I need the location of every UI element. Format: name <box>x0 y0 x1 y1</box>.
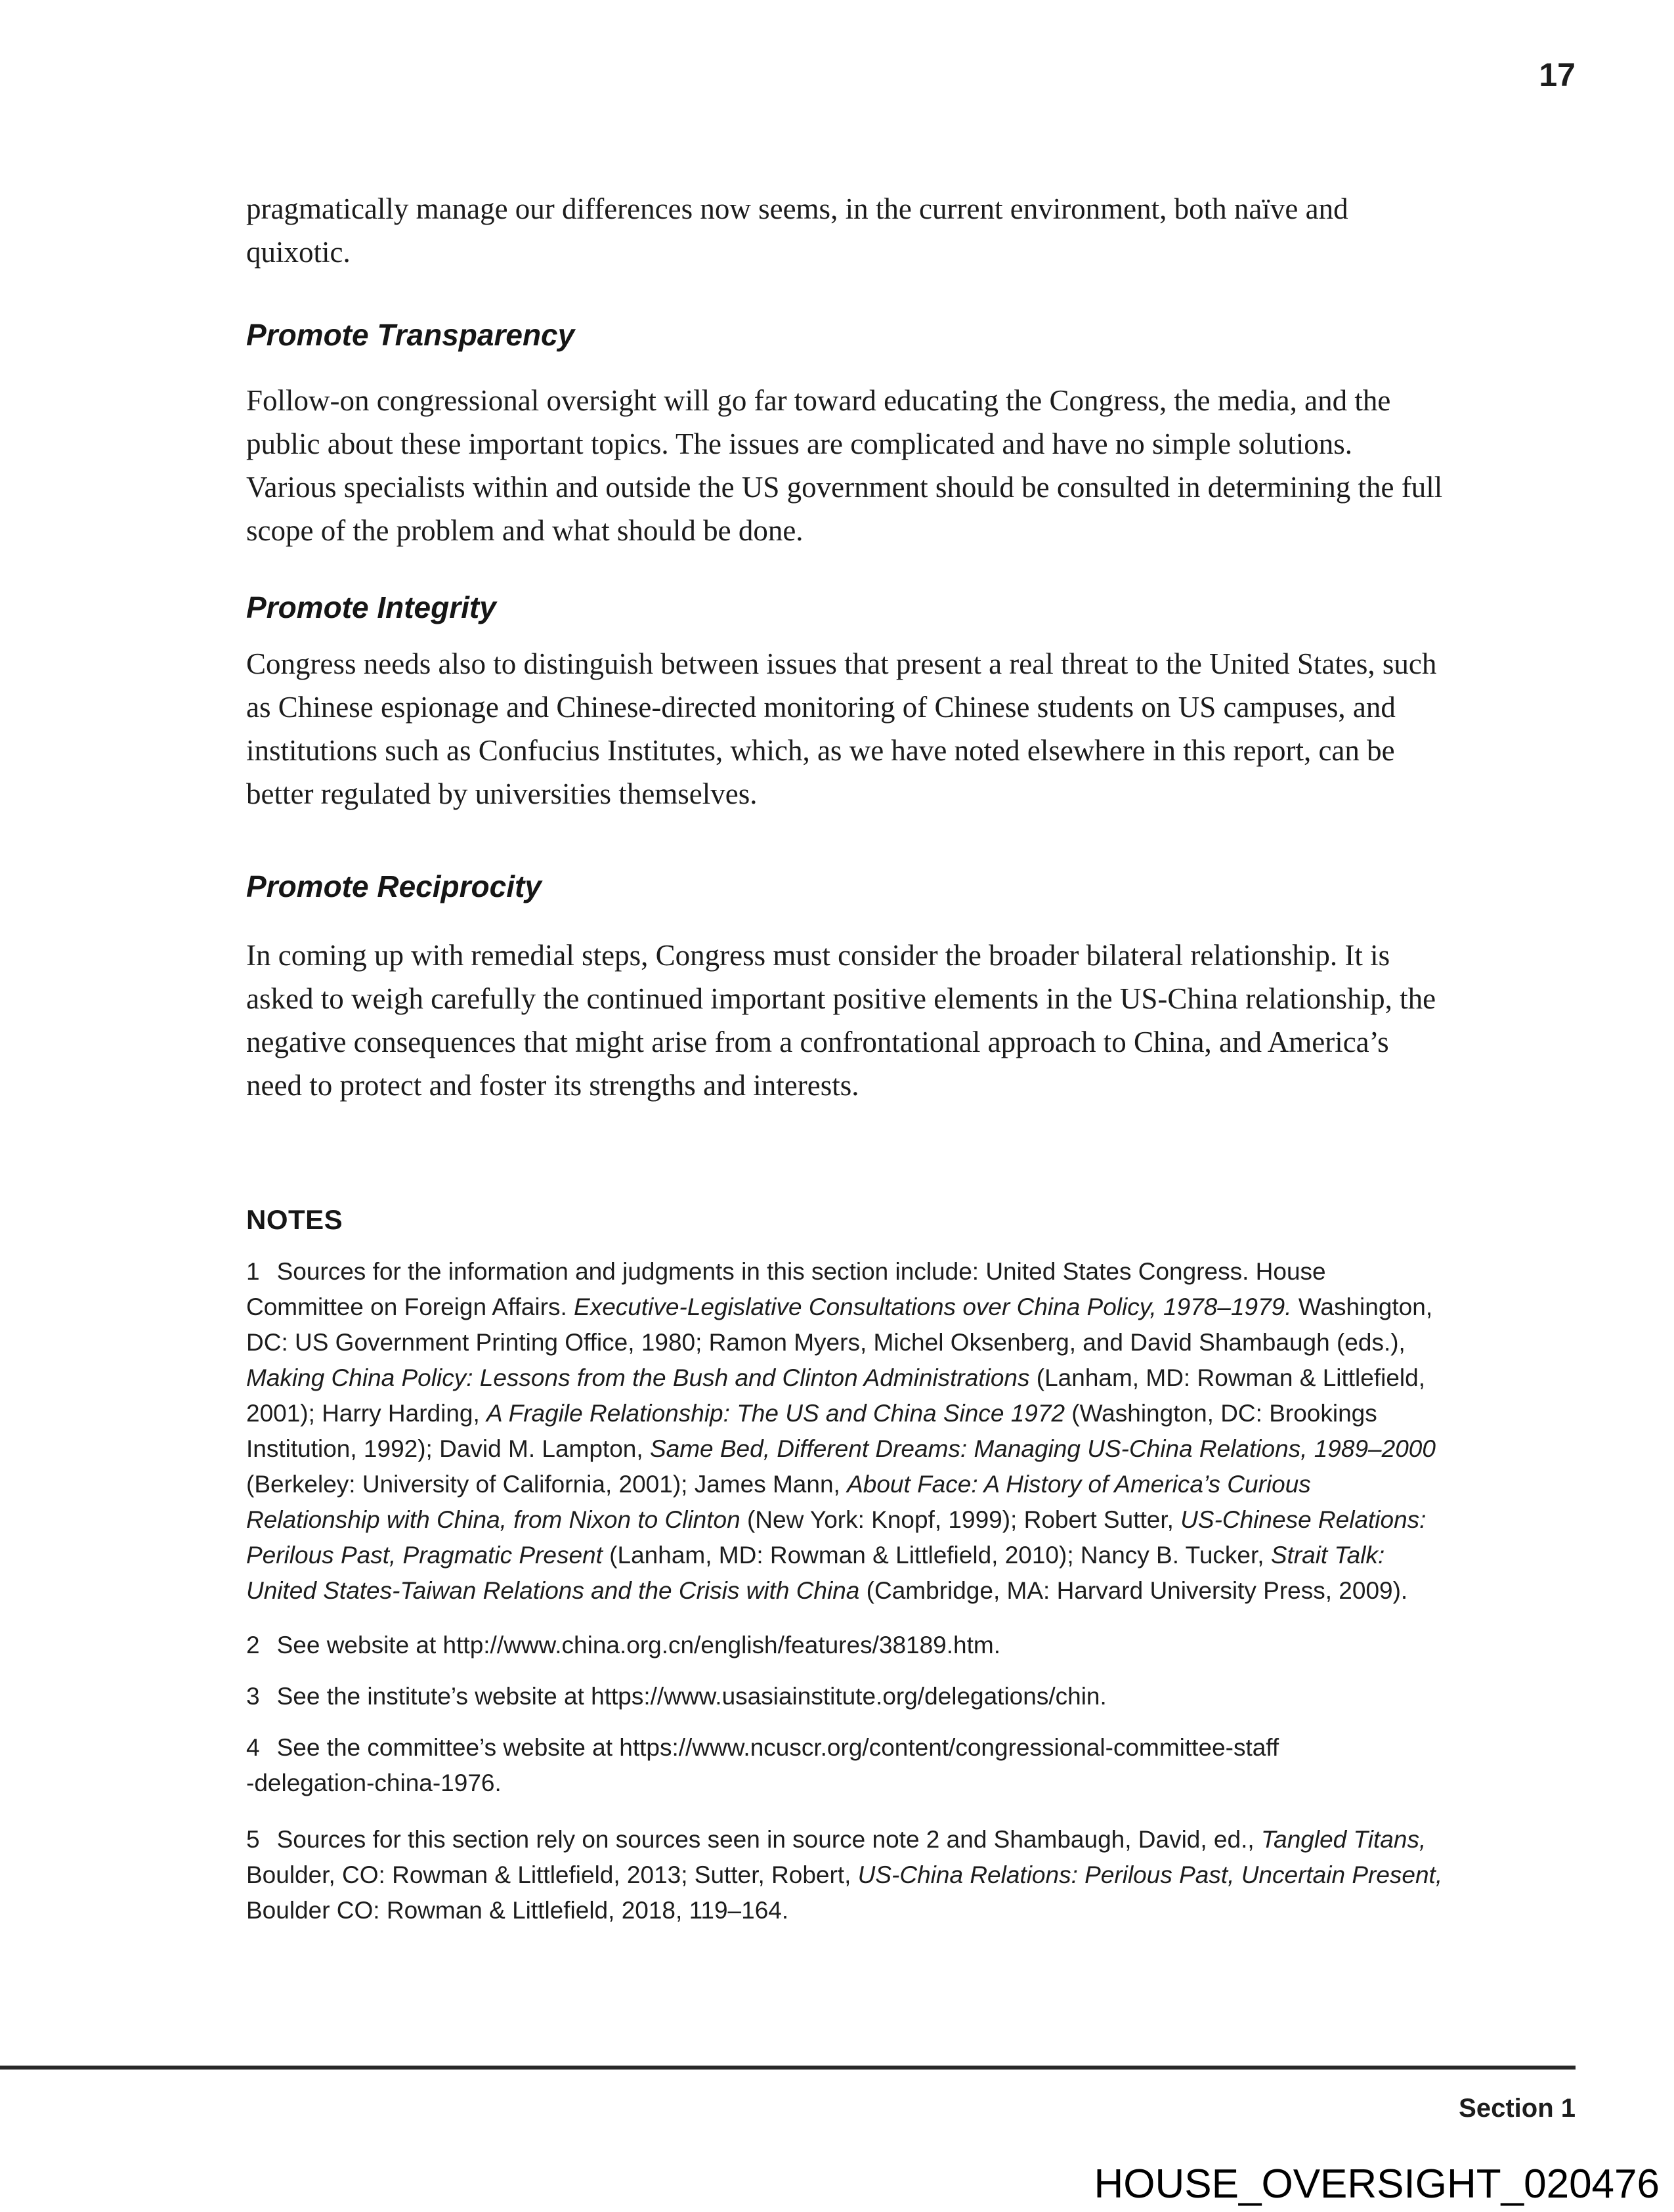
note-text: Sources for the information and judgments in this section include: United States Congress. House Committee on Foreign Affairs. Executive-Legislative Consultations over China Policy, 1978–1979. Washington, DC: US Government Printing Office, 1980; Ramon Myers, Michel Oksenberg, and David Shambaugh (eds.), Making China Policy: Lessons from the Bush and Clinton Administrations (Lanham, MD: Rowman & Littlefield, 2001); Harry Harding, A Fragile Relationship: The US and China Since 1972 (Washington, DC: Brookings Institution, 1992); David M. Lampton, Same Bed, Different Dreams: Managing US-China Relations, 1989–2000 (Berkeley: University of California, 2001); James Mann, About Face: A History of America’s Curious Relationship with China, from Nixon to Clinton (New York: Knopf, 1999); Robert Sutter, US-Chinese Relations: Perilous Past, Pragmatic Present (Lanham, MD: Rowman & Littlefield, 2010); Nancy B. Tucker, Strait Talk: United States-Taiwan Relations and the Crisis with China (Cambridge, MA: Harvard University Press, 2009). <box>246 1258 1436 1604</box>
page-number: 17 <box>1539 56 1576 93</box>
footer-section-label: Section 1 <box>1459 2094 1576 2123</box>
note-text: Sources for this section rely on sources seen in source note 2 and Shambaugh, David, ed., Tangled Titans, Boulder, CO: Rowman & Littlefield, 2013; Sutter, Robert, US-China Relations: Perilous Past, Uncertain Present, Boulder CO: Rowman & Littlefield, 2018, 119–164. <box>246 1826 1443 1924</box>
footer-divider <box>0 2066 1576 2070</box>
note-number: 5 <box>246 1826 260 1853</box>
section-paragraph-promote-transparency: Follow-on congressional oversight will go far toward educating the Congress, the media, and the public about these important topics. The issues are complicated and have no simple solutions. Various specialists within and outside the US government should be consulted in determining the full scope of the problem and what should be done. <box>246 384 1443 547</box>
note-item-3 <box>246 1679 1448 1714</box>
note-number: 2 <box>246 1632 260 1659</box>
note-text: See website at http://www.china.org.cn/english/features/38189.htm. <box>276 1632 1000 1659</box>
note-number: 1 <box>246 1258 260 1285</box>
bates-number: HOUSE_OVERSIGHT_020476 <box>1094 2161 1660 2207</box>
note-text: See the committee’s website at https://www.ncuscr.org/content/congressional-committee-staff -delegation-china-1976. <box>246 1734 1279 1796</box>
note-item-1 <box>246 1254 1448 1609</box>
note-number: 3 <box>246 1683 260 1710</box>
section-paragraph-promote-reciprocity: In coming up with remedial steps, Congress must consider the broader bilateral relationship. It is asked to weigh carefully the continued important positive elements in the US-China relationship, the negative consequences that might arise from a confrontational approach to China, and America’s need to protect and foster its strengths and interests. <box>246 939 1436 1102</box>
note-item-2 <box>246 1628 1448 1663</box>
notes-heading: NOTES <box>246 1204 343 1235</box>
section-heading-promote-integrity: Promote Integrity <box>246 590 496 624</box>
intro-paragraph: pragmatically manage our differences now seems, in the current environment, both naïve and quixotic. <box>246 192 1348 269</box>
note-item-5 <box>246 1822 1448 1928</box>
note-item-4 <box>246 1730 1448 1801</box>
section-paragraph-promote-integrity: Congress needs also to distinguish between issues that present a real threat to the United States, such as Chinese espionage and Chinese-directed monitoring of Chinese students on US campuses, and institutions such as Confucius Institutes, which, as we have noted elsewhere in this report, can be better regulated by universities themselves. <box>246 647 1437 810</box>
note-text: See the institute’s website at https://www.usasiainstitute.org/delegations/chin. <box>276 1683 1107 1710</box>
note-number: 4 <box>246 1734 260 1761</box>
section-heading-promote-reciprocity: Promote Reciprocity <box>246 869 542 903</box>
section-heading-promote-transparency: Promote Transparency <box>246 318 575 352</box>
